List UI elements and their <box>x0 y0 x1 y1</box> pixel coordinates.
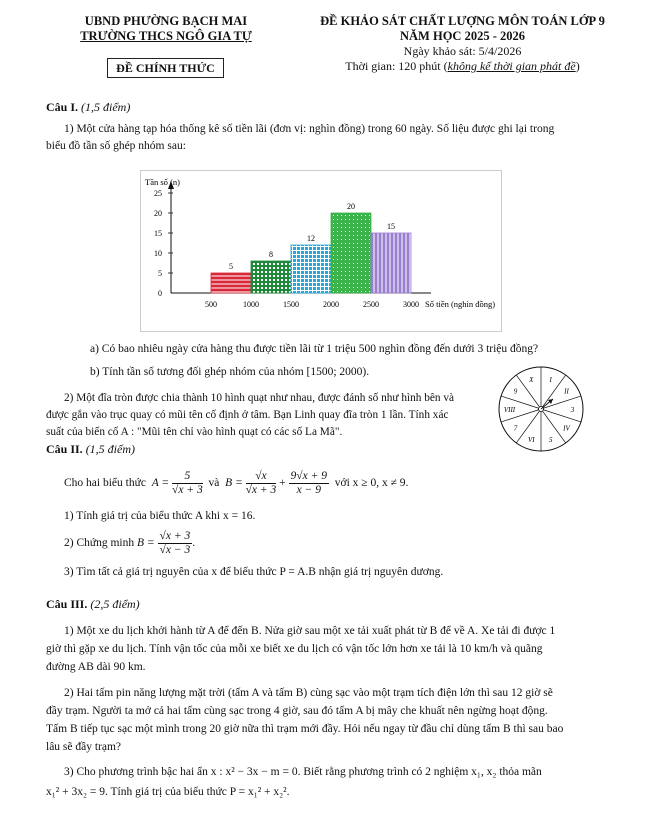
q1-part2: 2) Một đĩa tròn được chia thành 10 hình quạt như nhau, được đánh số như hình bên và được gắn vào trục quay có mũi tên cố định ở tâm. Bạn Linh quay đĩa tròn 1 lần. Tính xác suất của biến cố A : "Mũi tên chỉ vào hình quạt có các số La Mã". <box>46 392 455 438</box>
bar-value-label: 15 <box>387 222 395 231</box>
exam-duration: Thời gian: 120 phút (không kể thời gian phát đề) <box>345 59 580 73</box>
q2-s2: 2) Chứng minh B = $\frac{√x + 3}{√x - 3}$ . <box>64 530 196 556</box>
q2-title: Câu II. (1,5 điểm) <box>46 442 136 456</box>
wheel-sector-label: IV <box>563 424 570 433</box>
x-tick-label: 2000 <box>323 300 339 309</box>
wheel-sector-label: II <box>564 387 569 396</box>
histogram-bar <box>211 273 251 293</box>
x-tick-label: 2500 <box>363 300 379 309</box>
q3-part3: 3) Cho phương trình bậc hai ẩn x : x² − 3x − m = 0. Biết rằng phương trình có 2 nghiệm x₁, x₂ thỏa mãn x₁² + 3x₂ = 9. Tính giá trị của biểu thức P = x₁² + x₂². <box>46 766 542 798</box>
histogram-chart <box>140 170 502 332</box>
x-tick-label: 1500 <box>283 300 299 309</box>
official-badge: ĐỀ CHÍNH THỨC <box>107 58 224 78</box>
wheel-sector-label: VIII <box>503 406 516 414</box>
q1-a: a) Có bao nhiêu ngày cửa hàng thu được tiền lãi từ 1 triệu 500 nghìn đồng đến dưới 3 triệu đồng? <box>90 343 539 355</box>
q3-part1: 1) Một xe du lịch khởi hành từ A để đến B. Nửa giờ sau một xe tải xuất phát từ B để về A. Xe tải đi được 1 giờ thì gặp xe du lịch. Tính vận tốc của mỗi xe biết xe du lịch có vận tốc lớn hơn xe tải là 10 km/h và quãng đường AB dài 90 km. <box>46 625 556 673</box>
bar-value-label: 5 <box>229 262 233 271</box>
fraction-B1: $\frac{√x}{√x + 3}$ <box>245 470 277 496</box>
q1-part1: 1) Một cửa hàng tạp hóa thống kê số tiền lãi (đơn vị: nghìn đồng) trong 60 ngày. Số liệu được ghi lại trong biểu đồ tần số ghép nhóm sau: <box>46 123 555 152</box>
y-tick-label: 20 <box>154 209 162 218</box>
exam-title: ĐỀ KHẢO SÁT CHẤT LƯỢNG MÔN TOÁN LỚP 9 <box>320 14 605 28</box>
q3-part2: 2) Hai tấm pin năng lượng mặt trời (tấm A và tấm B) cùng sạc vào một trạm tích điện lớn thì sau 12 giờ sẽ đầy trạm. Người ta mở cả hai tấm cùng sạc trong 4 giờ, sau đó tấm A bị mây che khuất nên ngừng hoạt động. Tấm B tiếp tục sạc một mình trong 20 giờ nữa thì trạm mới đầy. Hỏi nếu ngay từ đầu chỉ dùng tấm B thì sau bao lâu sẽ đầy trạm? <box>46 687 564 753</box>
q2-s1: 1) Tính giá trị của biểu thức A khi x = 16. <box>64 510 256 522</box>
bar-value-label: 20 <box>347 202 355 211</box>
q3-title: Câu III. (2,5 điểm) <box>46 597 140 611</box>
histogram-bar <box>371 233 411 293</box>
y-tick-label: 10 <box>154 249 162 258</box>
ward-name: UBND PHƯỜNG BẠCH MAI <box>84 14 248 28</box>
y-tick-label: 5 <box>158 269 162 278</box>
q2-expressions: Cho hai biểu thức A = $\frac{5}{√x + 3}$ và B = $\frac{√x}{√x + 3}$ + $\frac{9√x + 9}{x - 9}$ với x ≥ 0, x ≠ 9. <box>64 470 409 496</box>
wheel-sector-label: VI <box>527 435 535 444</box>
wheel-sector-label: 5 <box>548 435 553 444</box>
histogram-svg <box>141 171 501 331</box>
y-tick-label: 0 <box>158 289 162 298</box>
x-tick-label: 3000 <box>403 300 419 309</box>
bar-value-label: 8 <box>269 250 273 259</box>
school-name: TRƯỜNG THCS NGÔ GIA TỰ <box>80 29 252 43</box>
exam-date: Ngày khảo sát: 5/4/2026 <box>403 44 522 58</box>
wheel-sector-label: 9 <box>513 387 518 396</box>
q1-title: Câu I. (1,5 điểm) <box>46 100 131 114</box>
school-header <box>46 14 286 44</box>
x-axis-label: Số tiền (nghìn đồng) <box>425 299 496 309</box>
fraction-A: $\frac{5}{√x + 3}$ <box>172 470 203 496</box>
wheel-sector-label: X <box>529 376 534 385</box>
q2-s3: 3) Tìm tất cả giá trị nguyên của x để biểu thức P = A.B nhận giá trị nguyên dương. <box>64 566 444 578</box>
exam-header <box>300 14 625 74</box>
histogram-bar <box>291 245 331 293</box>
x-tick-label: 500 <box>205 300 217 309</box>
spinner-wheel <box>497 365 585 453</box>
wheel-svg <box>497 365 585 453</box>
wheel-sector-label: 7 <box>513 424 518 433</box>
y-tick-label: 15 <box>154 229 162 238</box>
q1-b: b) Tính tần số tương đối ghép nhóm của nhóm [1500; 2000). <box>90 366 370 378</box>
wheel-sector-label: 3 <box>570 406 575 414</box>
wheel-sector-label: I <box>549 376 552 385</box>
y-axis-label: Tần số (n) <box>145 177 180 187</box>
fraction-s2: $\frac{√x + 3}{√x - 3}$ <box>159 530 191 556</box>
y-tick-label: 25 <box>154 189 162 198</box>
histogram-bar <box>331 213 371 293</box>
histogram-bar <box>251 261 291 293</box>
bar-value-label: 12 <box>307 234 315 243</box>
school-year: NĂM HỌC 2025 - 2026 <box>400 29 525 43</box>
fraction-B2: $\frac{9√x + 9}{x - 9}$ <box>290 470 327 496</box>
x-tick-label: 1000 <box>243 300 259 309</box>
